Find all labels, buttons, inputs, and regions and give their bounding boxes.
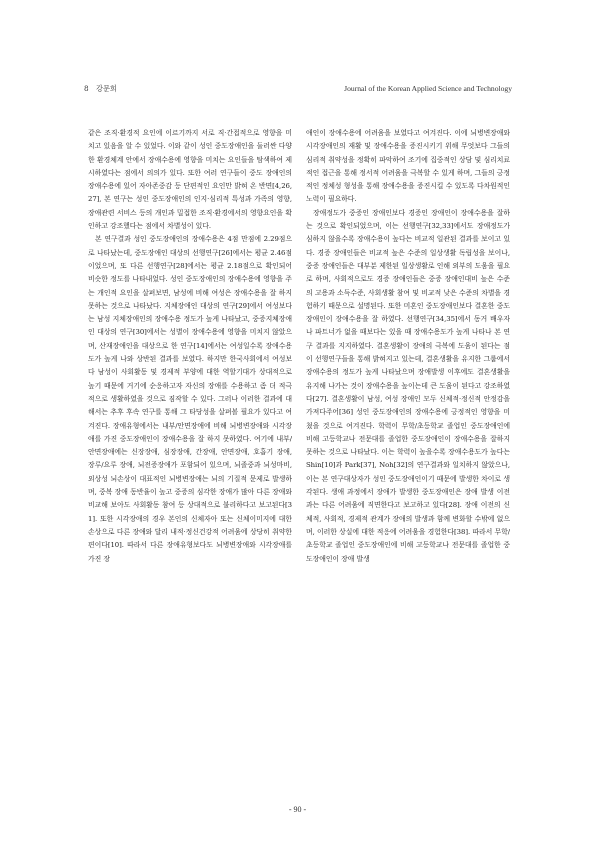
header-author: 강문희	[96, 84, 117, 93]
paragraph: 같은 조직·환경적 요인에 이르기까지 서로 직·간접적으로 영향을 미치고 있음을 알 수 있었다. 이와 같이 성인 중도장애인을 둘러싼 다양한 환경체계 안에서 장애수용에 영향을 미치는 요인들을 탐색하여 제시하였다는 점에서 의의가 있다. 또한 여러 연구들이 중도 장애인의 장애수용에 있어 자아존중감 등 단편적인 요인만 밝혀 온 반면[4,26,27], 본 연구는 성인 중도장애인의 인지·심리적 특성과 가족의 영향, 장애관련 서비스 등의 개인과 밀접한 조직·환경에서의 영향요인을 확인하고 강조했다는 점에서 차별성이 있다.	[88, 129, 292, 231]
running-header	[84, 84, 512, 96]
paragraph: 본 연구결과 성인 중도장애인의 장애수용은 4점 만점에 2.29점으로 나타났는데, 중도장애인 대상의 선행연구[26]에서는 평균 2.46점이었으며, 또 다른 선행연구[28]에서는 평균 2.18점으로 확인되어 비슷한 정도를 나타내었다. 성인 중도장애인의 장애수용에 영향을 주는 개인적 요인을 살펴보면, 남성에 비해 여성은 장애수용을 잘 하지 못하는 것으로 나타났다. 지체장애인 대상의 연구[29]에서 여성보다는 남성 지체장애인의 장애수용 정도가 높게 나타났고, 중증지체장애인 대상의 연구[30]에서는 성별이 장애수용에 영향을 미치지 않았으며, 산재장애인을 대상으로 한 연구[14]에서는 여성일수록 장애수용도가 높게 나와 상반된 결과를 보였다. 하지만 한국사회에서 여성보다 남성이 사회활동 및 경제적 부양에 대한 역할기대가 상대적으로 높기 때문에 거기에 순응하고자 자신의 장애를 수용하고 좀 더 적극적으로 생활하였을 것으로 짐작할 수 있다. 그러나 이러한 결과에 대해서는 추후 후속 연구를 통해 그 타당성을 살펴볼 필요가 있다고 여겨진다. 장애유형에서는 내부/안면장애에 비해 뇌병변장애와 시각장애를 가진 중도장애인이 장애수용을 잘 하지 못하였다. 여기에 내부/안면장애에는 신장장애, 심장장애, 간장애, 안면장애, 호흡기 장애, 장루/요루 장애, 뇌전증장애가 포함되어 있으며, 뇌졸중과 뇌성마비, 외상성 뇌손상이 대표적인 뇌병변장애는 뇌의 기질적 문제로 발생하며, 중복 장애 동반율이 높고 중증의 심각한 장애가 많아 다른 장애와 비교해 보아도 사회활동 참여 등 상대적으로 불리하다고 보고된다[31]. 또한 시각장애의 경우 본인의 신체자아 또는 신체이미지에 대한 손상으로 다른 장애와 달리 내적·정신건강적 어려움에 상당히 취약한 편이다[10]. 따라서 다른 장애유형보다도 뇌병변장애와 시각장애를 가진 장	[88, 235, 292, 563]
text-column-right	[306, 127, 510, 782]
footer-page-number: - 90 -	[288, 805, 307, 814]
text-column-left	[88, 127, 292, 782]
page-footer	[0, 805, 595, 814]
paragraph: 장애정도가 중증인 장애인보다 경증인 장애인이 장애수용을 잘하는 것으로 확인되었으며, 이는 선행연구[32,33]에서도 장애정도가 심하지 않을수록 장애수용이 높다는 비교적 일관된 결과를 보이고 있다. 경증 장애인들은 비교적 높은 수준의 일상생활 독립성을 보이나, 중증 장애인들은 대부분 제한된 일상생활로 인해 외부의 도움을 필요로 하며, 사회적으로도 경증 장애인들은 중증 장애인대비 높은 수준의 고용과 소득수준, 사회생활 참여 및 비교적 낮은 수준의 차별을 경험하기 때문으로 설명된다. 또한 미혼인 중도장애인보다 결혼한 중도장애인이 장애수용을 잘 하였다. 선행연구[34,35]에서 동거 배우자나 파트너가 없을 때보다는 있을 때 장애수용도가 높게 나타나 본 연구 결과를 지지하였다. 결혼생활이 장애의 극복에 도움이 된다는 점이 선행연구들을 통해 밝혀지고 있는데, 결혼생활을 유지한 그룹에서 장애수용의 정도가 높게 나타났으며 장애발생 이후에도 결혼생활을 유지해 나가는 것이 장애수용을 높이는데 큰 도움이 된다고 강조하였다[27]. 결혼생활이 남성, 여성 장애인 모두 신체적·정신적 안정감을 가져다주어[36] 성인 중도장애인의 장애수용에 긍정적인 영향을 미쳤을 것으로 여겨진다. 학력이 무학/초등학교 졸업인 중도장애인에 비해 고등학교나 전문대를 졸업한 중도장애인이 장애수용을 잘하지 못하는 것으로 나타났다. 이는 학력이 높을수록 장애수용도가 높다는 Shin[10]과 Park[37], Noh[32]의 연구결과와 일치하지 않았으나, 이는 본 연구대상자가 성인 중도장애인이기 때문에 발생한 차이로 생각된다. 생애 과정에서 장애가 발생한 중도장애인은 장애 발생 이전과는 다른 어려움에 직면한다고 보고하고 있다[28]. 장애 이전의 신체적, 사회적, 경제적 관계가 장애의 발생과 함께 변화할 수밖에 없으며, 이러한 상실에 대한 적응에 어려움을 경험한다[38]. 따라서 무학/초등학교 졸업인 중도장애인에 비해 고등학교나 전문대를 졸업한 중도장애인이 장애 발생	[306, 208, 510, 563]
header-journal-title: Journal of the Korean Applied Science and Technology	[344, 84, 512, 93]
paragraph: 애인이 장애수용에 어려움을 보였다고 여겨진다. 이에 뇌병변장애와 시각장애인의 재활 및 장애수용을 증진시키기 위해 무엇보다 그들의 심리적 취약성을 정확히 파악하여 조기에 집중적인 상담 및 심리치료적인 접근을 통해 정서적 어려움을 극복할 수 있게 하며, 그들의 긍정적인 정체성 형성을 통해 장애수용을 증진시킬 수 있도록 다차원적인 노력이 필요하다.	[306, 129, 510, 204]
header-page-number: 8	[84, 84, 89, 93]
